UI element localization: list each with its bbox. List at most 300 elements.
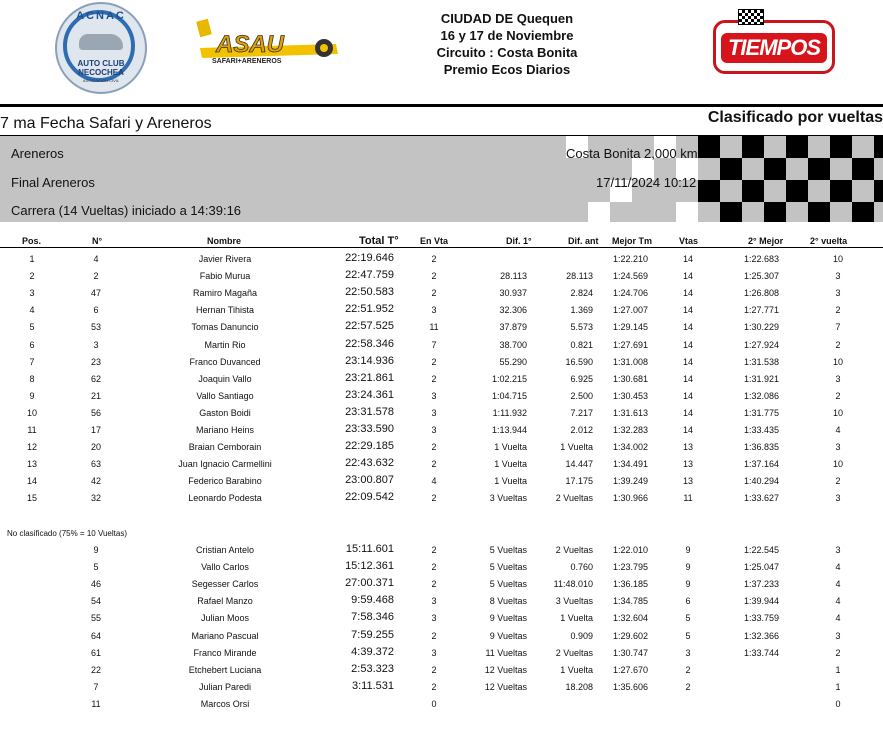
cell-total: 22:47.759 (345, 269, 394, 282)
title-line-3: Circuito : Costa Bonita (436, 45, 578, 60)
cell-pos: 14 (26, 476, 37, 487)
cell-best: 1:34.785 (612, 596, 648, 607)
cell-name: Tomas Danuncio (191, 322, 259, 333)
table-row (0, 696, 883, 713)
cell-pos: 5 (29, 322, 35, 333)
category-label: Areneros (11, 146, 64, 161)
cell-num: 62 (90, 373, 101, 384)
col-header-num: N° (92, 236, 103, 246)
cell-laps: 14 (682, 390, 693, 401)
cell-envta: 2 (431, 630, 437, 641)
tiempos-logo-text: TIEMPOS (721, 33, 827, 63)
cell-envta: 2 (431, 493, 437, 504)
cell-dif1: 1:02.215 (491, 373, 527, 384)
cell-total: 9:59.468 (351, 594, 394, 607)
cell-total: 23:00.807 (345, 474, 394, 487)
cell-dif1: 1 Vuelta (494, 476, 527, 487)
cell-best2: 1:32.086 (743, 390, 779, 401)
cell-difant: 7.217 (570, 407, 593, 418)
cell-lap2: 4 (835, 613, 841, 624)
cell-laps: 5 (685, 630, 691, 641)
cell-num: 3 (93, 339, 99, 350)
cell-difant: 14.447 (565, 459, 593, 470)
cell-total: 15:12.361 (345, 560, 394, 573)
cell-num: 23 (90, 356, 101, 367)
cell-lap2: 3 (835, 442, 841, 453)
cell-laps: 14 (682, 271, 693, 282)
cell-num: 2 (93, 271, 99, 282)
cell-difant: 17.175 (565, 476, 593, 487)
cell-best: 1:35.606 (612, 681, 648, 692)
cell-num: 42 (90, 476, 101, 487)
cell-total: 23:33.590 (345, 423, 394, 435)
cell-lap2: 1 (835, 681, 841, 692)
cell-difant: 2 Vueltas (555, 647, 593, 658)
flag-square (742, 136, 764, 158)
cell-num: 61 (90, 647, 101, 658)
cell-dif1: 32.306 (499, 305, 527, 316)
cell-total: 23:24.361 (345, 388, 394, 401)
table-row (0, 405, 883, 422)
table-row (0, 371, 883, 388)
flag-square (764, 158, 786, 180)
cell-lap2: 0 (835, 698, 841, 709)
cell-num: 22 (90, 664, 101, 675)
col-header-best: Mejor Tm (612, 236, 653, 246)
cell-total: 7:58.346 (351, 611, 394, 624)
cell-total: 23:14.936 (345, 354, 394, 367)
cell-lap2: 3 (835, 271, 841, 282)
auto-club-necochea-logo (55, 2, 147, 94)
table-row (0, 628, 883, 645)
flag-square (830, 180, 852, 202)
cell-lap2: 10 (832, 356, 843, 367)
cell-dif1: 5 Vueltas (489, 579, 527, 590)
cell-num: 11 (91, 698, 101, 709)
flag-square (786, 136, 808, 158)
cell-dif1: 1:11.932 (492, 407, 527, 418)
cell-pos: 7 (29, 356, 35, 367)
flag-square (808, 202, 830, 222)
cell-total: 22:58.346 (345, 337, 394, 350)
cell-envta: 3 (431, 596, 437, 607)
col-header-best2: 2° Mejor (748, 236, 784, 246)
cell-envta: 3 (431, 647, 437, 658)
cell-envta: 2 (431, 562, 437, 573)
cell-laps: 14 (682, 373, 693, 384)
cell-total: 22:50.583 (345, 286, 394, 299)
cell-total: 22:19.646 (345, 252, 394, 264)
cell-difant: 1 Vuelta (560, 613, 593, 624)
logo-club-text: AUTO CLUB NECOCHEA (77, 59, 125, 77)
cell-dif1: 3 Vueltas (489, 493, 527, 504)
cell-difant: 3 Vueltas (555, 596, 593, 607)
cell-best2: 1:33.759 (743, 613, 779, 624)
cell-name: Fabio Murua (199, 271, 251, 282)
table-row (0, 354, 883, 371)
cell-dif1: 1 Vuelta (494, 442, 527, 453)
col-header-laps: Vtas (679, 236, 699, 246)
cell-total: 4:39.372 (351, 645, 394, 658)
cell-pos: 4 (29, 305, 35, 316)
flag-square (720, 158, 742, 180)
col-header-dif1: Dif. 1° (506, 236, 532, 246)
cell-best: 1:31.008 (612, 356, 648, 367)
cell-best2: 1:31.538 (743, 356, 779, 367)
cell-best: 1:30.681 (612, 373, 648, 384)
cell-best2: 1:31.921 (743, 373, 779, 384)
cell-dif1: 55.290 (499, 356, 527, 367)
table-row (0, 456, 883, 473)
cell-name: Braian Cemborain (188, 442, 262, 453)
cell-best: 1:23.795 (612, 562, 648, 573)
col-header-difant: Dif. ant (568, 236, 599, 246)
cell-dif1: 11 Vueltas (485, 647, 527, 658)
tiempos-logo (713, 20, 835, 74)
cell-laps: 14 (682, 339, 693, 350)
cell-total: 3:11.531 (351, 679, 394, 692)
cell-laps: 9 (685, 562, 691, 573)
table-row (0, 662, 883, 679)
cell-total: 23:21.861 (345, 371, 394, 384)
table-row (0, 319, 883, 336)
cell-envta: 2 (431, 681, 437, 692)
logo-small-text: ASOCIACION CIVIL (82, 78, 120, 83)
cell-envta: 2 (431, 545, 437, 555)
cell-best: 1:30.747 (612, 647, 648, 658)
asau-logo (196, 18, 344, 66)
cell-best: 1:22.210 (612, 254, 648, 264)
cell-laps: 14 (682, 322, 693, 333)
cell-total: 22:51.952 (345, 303, 394, 316)
table-row (0, 645, 883, 662)
cell-pos: 15 (26, 493, 37, 504)
cell-difant: 2 Vueltas (555, 545, 593, 555)
flag-square (852, 202, 874, 222)
cell-lap2: 4 (835, 562, 841, 573)
cell-name: Juan Ignacio Carmellini (178, 459, 272, 470)
cell-best: 1:32.604 (612, 613, 648, 624)
cell-dif1: 1 Vuelta (494, 459, 527, 470)
cell-lap2: 2 (835, 476, 841, 487)
report-header (0, 0, 883, 104)
cell-name: Rafael Manzo (197, 596, 253, 607)
cell-dif1: 1:13.944 (491, 425, 527, 435)
cell-best: 1:24.569 (612, 271, 648, 282)
table-row (0, 251, 883, 268)
car-icon (79, 34, 123, 50)
event-title (400, 10, 614, 78)
cell-laps: 14 (682, 356, 693, 367)
cell-best: 1:36.185 (612, 579, 648, 590)
cell-num: 6 (93, 305, 99, 316)
cell-name: Federico Barabino (188, 476, 262, 487)
race-info-box (0, 136, 883, 222)
cell-dif1: 1:04.715 (491, 390, 527, 401)
cell-best: 1:22.010 (612, 545, 648, 555)
cell-pos: 9 (29, 390, 35, 401)
flag-square (852, 158, 874, 180)
col-header-pos: Pos. (22, 236, 42, 246)
col-header-envta: En Vta (420, 236, 449, 246)
datetime-label: 17/11/2024 10:12 (596, 175, 697, 190)
cell-lap2: 10 (832, 407, 843, 418)
cell-laps: 2 (685, 664, 691, 675)
cell-best: 1:39.249 (612, 476, 648, 487)
cell-num: 9 (93, 545, 99, 555)
flag-square (830, 136, 852, 158)
cell-envta: 2 (431, 271, 437, 282)
cell-difant: 18.208 (565, 681, 593, 692)
cell-laps: 5 (685, 613, 691, 624)
table-row (0, 490, 883, 507)
cell-lap2: 2 (835, 390, 841, 401)
cell-num: 64 (90, 630, 101, 641)
header-divider (0, 104, 883, 107)
table-row (0, 593, 883, 610)
cell-dif1: 9 Vueltas (489, 630, 527, 641)
cell-dif1: 30.937 (499, 288, 527, 299)
cell-name: Mariano Pascual (191, 630, 259, 641)
table-row (0, 679, 883, 696)
cell-best2: 1:22.683 (743, 254, 779, 264)
cell-name: Franco Mirande (193, 647, 257, 658)
cell-pos: 13 (26, 459, 37, 470)
cell-lap2: 4 (835, 425, 841, 435)
cell-name: Javier Rivera (198, 254, 252, 264)
flag-square (764, 202, 786, 222)
cell-lap2: 1 (835, 664, 841, 675)
cell-best2: 1:33.435 (743, 425, 779, 435)
flag-square (588, 202, 610, 222)
cell-difant: 0.909 (570, 630, 593, 641)
cell-difant: 1 Vuelta (560, 664, 593, 675)
cell-difant: 1.369 (570, 305, 593, 316)
cell-best2: 1:37.164 (743, 459, 779, 470)
checkered-flag-icon (738, 9, 764, 25)
cell-laps: 14 (682, 288, 693, 299)
cell-envta: 3 (431, 390, 437, 401)
cell-best: 1:29.602 (612, 630, 648, 641)
cell-num: 46 (90, 579, 101, 590)
cell-best: 1:34.002 (612, 442, 648, 453)
cell-envta: 2 (431, 288, 437, 299)
cell-envta: 0 (431, 698, 437, 709)
cell-best: 1:27.691 (612, 339, 648, 350)
cell-num: 4 (93, 254, 99, 264)
cell-best: 1:24.706 (612, 288, 648, 299)
col-header-lap2: 2° vuelta (810, 236, 848, 246)
classification-label: Clasificado por vueltas (707, 109, 883, 126)
cell-best2: 1:33.744 (743, 647, 779, 658)
cell-best: 1:30.453 (612, 390, 648, 401)
table-row (0, 473, 883, 490)
cell-difant: 0.760 (570, 562, 593, 573)
table-row (0, 302, 883, 319)
table-row (0, 576, 883, 593)
cell-total: 2:53.323 (351, 662, 394, 675)
cell-name: Vallo Carlos (201, 562, 249, 573)
cell-laps: 6 (685, 596, 691, 607)
cell-envta: 2 (431, 356, 437, 367)
cell-name: Ramiro Magaña (192, 288, 258, 299)
cell-best2: 1:30.229 (743, 322, 779, 333)
cell-envta: 11 (429, 322, 439, 333)
track-label: Costa Bonita 2,000 km (566, 146, 698, 161)
cell-envta: 2 (431, 664, 437, 675)
cell-dif1: 38.700 (499, 339, 527, 350)
cell-envta: 4 (431, 476, 437, 487)
cell-lap2: 3 (835, 288, 841, 299)
cell-name: Marcos Orsi (200, 698, 250, 709)
cell-name: Segesser Carlos (191, 579, 259, 590)
cell-envta: 2 (431, 459, 437, 470)
cell-best2: 1:25.307 (743, 271, 779, 282)
cell-num: 63 (90, 459, 101, 470)
cell-best: 1:31.613 (612, 407, 648, 418)
cell-lap2: 2 (835, 305, 841, 316)
cell-laps: 14 (682, 425, 693, 435)
flag-square (720, 202, 742, 222)
cell-best: 1:30.966 (612, 493, 648, 504)
cell-best: 1:32.283 (612, 425, 648, 435)
cell-best2: 1:27.924 (743, 339, 779, 350)
cell-difant: 2.824 (570, 288, 593, 299)
cell-difant: 2 Vueltas (555, 493, 593, 504)
cell-total: 27:00.371 (345, 577, 394, 590)
cell-name: Hernan Tihista (195, 305, 255, 316)
table-row (0, 285, 883, 302)
cell-best2: 1:40.294 (743, 476, 779, 487)
cell-pos: 3 (29, 288, 35, 299)
cell-envta: 3 (431, 407, 437, 418)
cell-difant: 16.590 (565, 356, 593, 367)
cell-num: 5 (93, 562, 99, 573)
cell-lap2: 3 (835, 493, 841, 504)
table-row (0, 610, 883, 627)
cell-num: 32 (90, 493, 101, 504)
cell-name: Vallo Santiago (196, 390, 254, 401)
cell-num: 21 (90, 390, 101, 401)
cell-num: 17 (90, 425, 101, 435)
cell-best: 1:34.491 (612, 459, 648, 470)
asau-logo-text: ASAU (216, 31, 285, 58)
cell-difant: 28.113 (566, 271, 593, 282)
col-header-name: Nombre (207, 236, 242, 246)
cell-dif1: 12 Vueltas (484, 664, 527, 675)
table-row (0, 337, 883, 354)
cell-lap2: 4 (835, 596, 841, 607)
cell-name: Etchebert Luciana (188, 664, 262, 675)
logo-acnac-text: ACNAC (76, 10, 126, 22)
table-row (0, 559, 883, 576)
cell-difant: 5.573 (570, 322, 593, 333)
cell-difant: 2.500 (570, 390, 593, 401)
cell-difant: 11:48.010 (553, 579, 593, 590)
cell-laps: 11 (683, 493, 693, 504)
cell-pos: 1 (29, 254, 35, 264)
col-header-total: Total T° (359, 235, 399, 247)
cell-num: 54 (90, 596, 101, 607)
cell-pos: 10 (26, 407, 37, 418)
cell-laps: 2 (685, 681, 691, 692)
flag-square (698, 180, 720, 202)
cell-name: Julian Paredi (198, 681, 252, 692)
cell-laps: 13 (682, 476, 693, 487)
cell-best2: 1:22.545 (743, 545, 779, 555)
flag-square (742, 180, 764, 202)
cell-envta: 3 (431, 425, 437, 435)
cell-pos: 12 (26, 442, 37, 453)
cell-best2: 1:32.366 (743, 630, 779, 641)
cell-total: 23:31.578 (345, 405, 394, 418)
cell-dif1: 5 Vueltas (489, 562, 527, 573)
session-label: Final Areneros (11, 175, 95, 190)
cell-difant: 0.821 (570, 339, 593, 350)
asau-logo-subtext: SAFARI+ARENEROS (212, 58, 282, 65)
cell-dif1: 5 Vueltas (489, 545, 527, 555)
cell-total: 22:09.542 (345, 491, 394, 504)
cell-total: 15:11.601 (345, 543, 394, 555)
table-row (0, 439, 883, 456)
cell-pos: 6 (29, 339, 35, 350)
cell-dif1: 9 Vueltas (489, 613, 527, 624)
not-classified-label: No clasificado (75% = 10 Vueltas) (7, 529, 127, 538)
cell-lap2: 3 (835, 545, 841, 555)
cell-envta: 3 (431, 613, 437, 624)
title-line-4: Premio Ecos Diarios (443, 62, 571, 77)
cell-dif1: 37.879 (499, 322, 527, 333)
cell-total: 22:29.185 (345, 440, 394, 453)
cell-name: Mariano Heins (195, 425, 255, 435)
cell-name: Julian Moos (200, 613, 250, 624)
cell-best2: 1:31.775 (743, 407, 779, 418)
cell-pos: 8 (29, 373, 35, 384)
flag-square (808, 158, 830, 180)
cell-lap2: 10 (832, 254, 843, 264)
cell-laps: 14 (682, 254, 693, 264)
cell-envta: 2 (431, 579, 437, 590)
cell-laps: 3 (685, 647, 691, 658)
cell-pos: 11 (27, 425, 37, 435)
cell-best2: 1:27.771 (743, 305, 779, 316)
flag-square (676, 202, 698, 222)
cell-total: 7:59.255 (351, 628, 394, 641)
cell-best: 1:29.145 (612, 322, 648, 333)
cell-laps: 14 (682, 305, 693, 316)
table-row (0, 268, 883, 285)
cell-num: 53 (90, 322, 101, 333)
cell-best2: 1:25.047 (743, 562, 779, 573)
cell-laps: 14 (682, 407, 693, 418)
flag-square (698, 136, 720, 158)
cell-envta: 7 (431, 339, 437, 350)
cell-lap2: 10 (832, 459, 843, 470)
flag-square (786, 180, 808, 202)
title-line-1: CIUDAD DE Quequen (440, 11, 574, 26)
cell-difant: 6.925 (570, 373, 593, 384)
title-line-2: 16 y 17 de Noviembre (440, 28, 574, 43)
cell-name: Martin Rio (204, 339, 246, 350)
table-header-divider (0, 247, 883, 248)
cell-dif1: 12 Vueltas (484, 681, 527, 692)
cell-envta: 2 (431, 442, 437, 453)
cell-total: 22:43.632 (345, 457, 394, 470)
cell-envta: 3 (431, 305, 437, 316)
table-row (0, 542, 883, 559)
cell-difant: 2.012 (570, 425, 593, 435)
cell-difant: 1 Vuelta (560, 442, 593, 453)
